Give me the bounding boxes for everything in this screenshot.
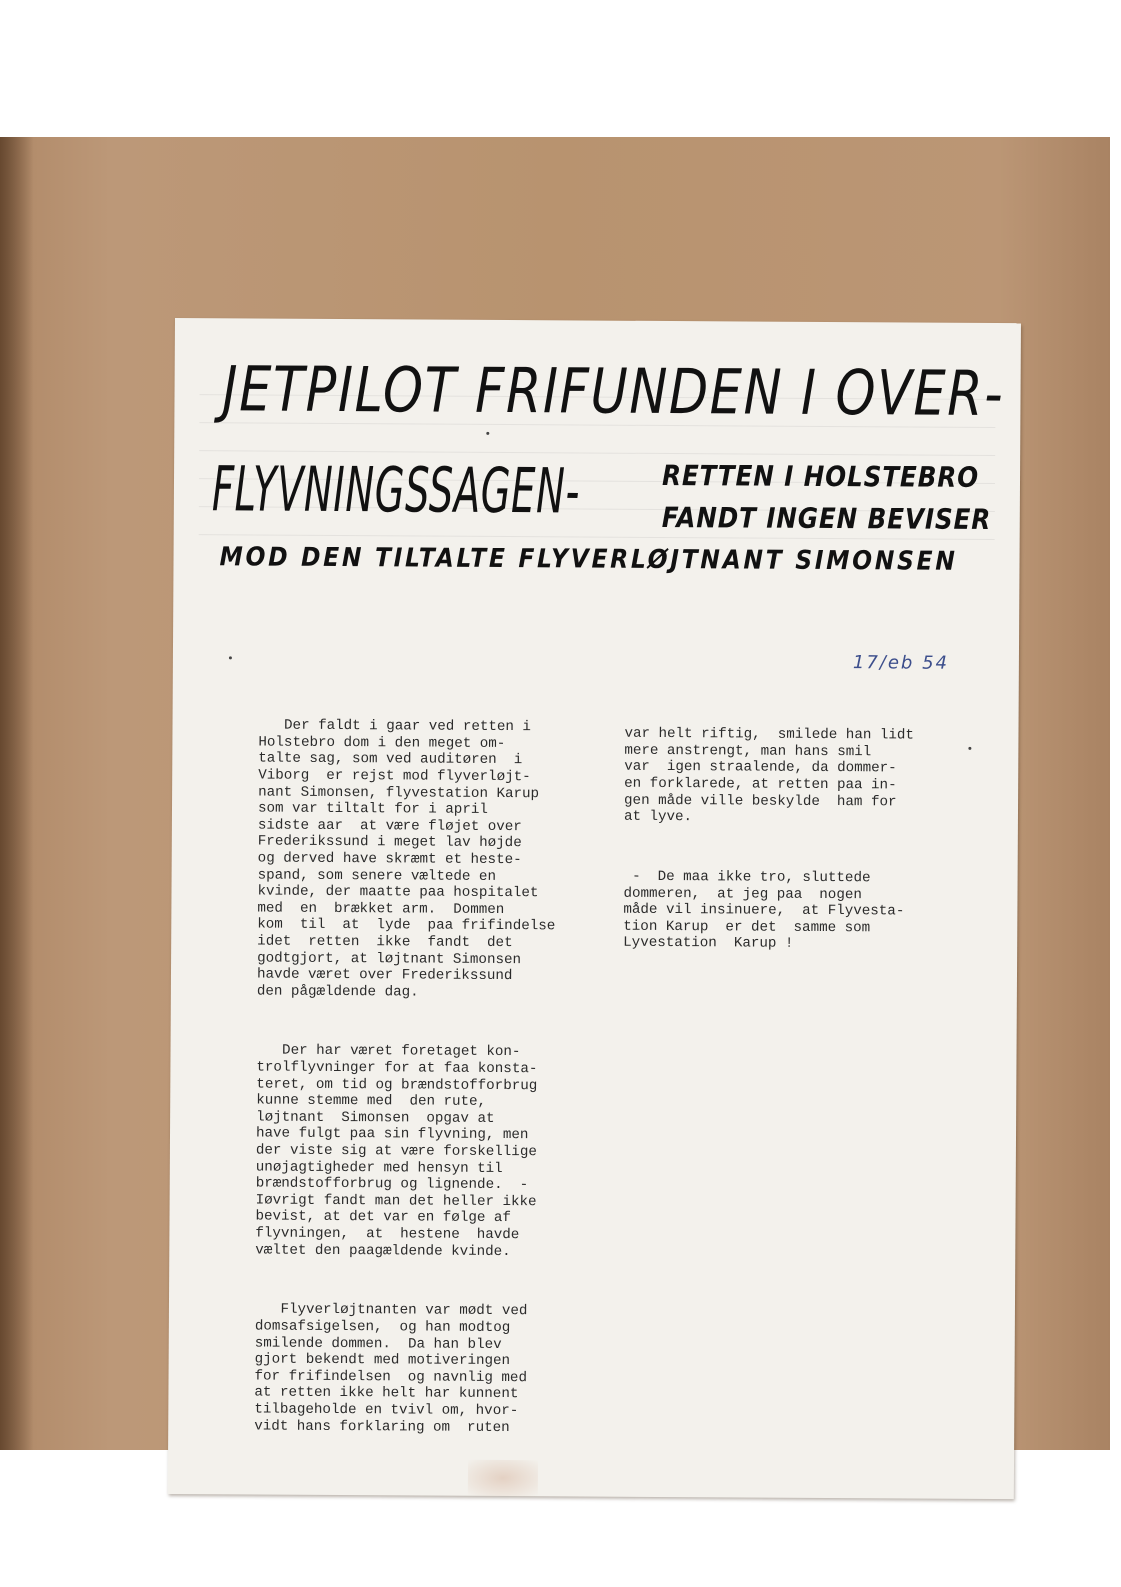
article-paragraph: Der faldt i gaar ved retten i Holstebro dom i den meget om- talte sag, som ved auditøren i Viborg er rejst mod flyverløjt- nant Simonsen, flyvestation Karup som var tiltalt for i april sidste aar at være fløjet over Frederikssund i meget lav højde og derved have skræmt et heste- spand, som senere væltede en kvinde, der maatte paa hospitalet med en brækket arm. Dommen kom til at lyde paa frifindelse idet retten ikke fandt det godtgjort, at løjtnant Simonsen havde været over Frederikssund den pågældende dag.: [256, 717, 556, 1001]
article-paragraph: Flyverløjtnanten var mødt ved domsafsigelsen, og han modtog smilende dommen. Da han blev gjort bekendt med motiveringen for frifindelsen og navnlig med at retten ikke helt har kunnent tilbageholde en tvivl om, hvor- vidt hans forklaring om ruten: [254, 1301, 528, 1436]
handwritten-date: 17/eb 54: [852, 652, 950, 674]
paper-speck: [968, 747, 971, 750]
paper-stain: [468, 1460, 538, 1496]
paper-speck: [229, 656, 232, 659]
handwritten-headline: [211, 352, 1005, 577]
headline-line-1: JETPILOT FRIFUNDEN I OVER-: [222, 352, 1005, 431]
headline-subline-1: RETTEN I HOLSTEBRO: [661, 458, 980, 494]
article-column-right: [623, 693, 914, 997]
scrapbook-page: [0, 137, 1110, 1450]
article-paragraph: - De maa ikke tro, sluttede dommeren, at jeg paa nogen måde vil insinuere, at Flyvesta- tion Karup er det samme som Lyvestation Karup !: [623, 868, 905, 953]
article-paragraph: Der har været foretaget kon- trolflyvninger for at faa konsta- teret, om tid og brændstofforbrug kunne stemme med den rute, løjtnant Simonsen opgav at have fulgt paa sin flyvning, men der viste sig at være forskellige unøjagtigheder med hensyn til brændstofforbrug og lignende. - Iøvrigt fandt man det heller ikke bevist, at det var en følge af flyvningen, at hestene havde væltet den paagældende kvinde.: [255, 1042, 538, 1260]
paper-speck: [486, 432, 489, 435]
article-paragraph: var helt riftig, smilede han lidt mere anstrengt, man hans smil var igen straalende, da dommer- en forklarede, at retten paa in- gen måde ville beskylde ham for at lyve.: [623, 725, 914, 826]
clipping-sheet: [168, 318, 1021, 1499]
headline-line-2: FLYVNINGSSAGEN-: [211, 452, 581, 528]
headline-subline-2: FANDT INGEN BEVISER: [661, 500, 992, 536]
headline-line-3: MOD DEN TILTALTE FLYVERLØJTNANT SIMONSEN: [219, 542, 958, 577]
article-column-left: [254, 685, 557, 1480]
